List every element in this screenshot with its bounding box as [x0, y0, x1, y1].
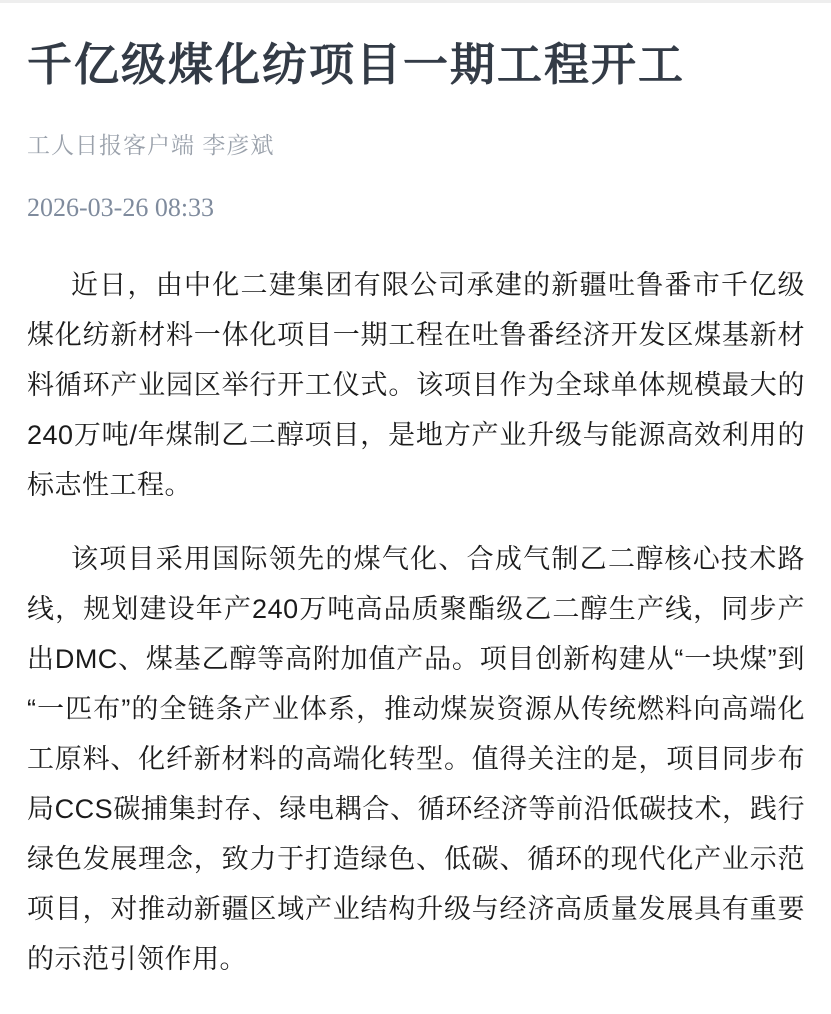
publish-date: 2026-03-26 08:33: [27, 192, 215, 222]
article-body: [27, 260, 805, 984]
article-page: [0, 40, 831, 1014]
article-paragraph-2: 该项目采用国际领先的煤气化、合成气制乙二醇核心技术路线，规划建设年产240万吨高品质聚酯级乙二醇生产线，同步产出DMC、煤基乙醇等高附加值产品。项目创新构建从“一块煤”到“一匹布”的全链条产业体系，推动煤炭资源从传统燃料向高端化工原料、化纤新材料的高端化转型。值得关注的是，项目同步布局CCS碳捕集封存、绿电耦合、循环经济等前沿低碳技术，践行绿色发展理念，致力于打造绿色、低碳、循环的现代化产业示范项目，对推动新疆区域产业结构升级与经济高质量发展具有重要的示范引领作用。: [27, 544, 805, 975]
byline: 工人日报客户端 李彦斌: [27, 132, 275, 159]
top-edge-divider: [0, 0, 831, 3]
article-paragraph-1: 近日，由中化二建集团有限公司承建的新疆吐鲁番市千亿级煤化纺新材料一体化项目一期工程在吐鲁番经济开发区煤基新材料循环产业园区举行开工仪式。该项目作为全球单体规模最大的240万吨/年煤制乙二醇项目，是地方产业升级与能源高效利用的标志性工程。: [27, 270, 805, 501]
page-title: 千亿级煤化纺项目一期工程开工: [27, 39, 686, 90]
